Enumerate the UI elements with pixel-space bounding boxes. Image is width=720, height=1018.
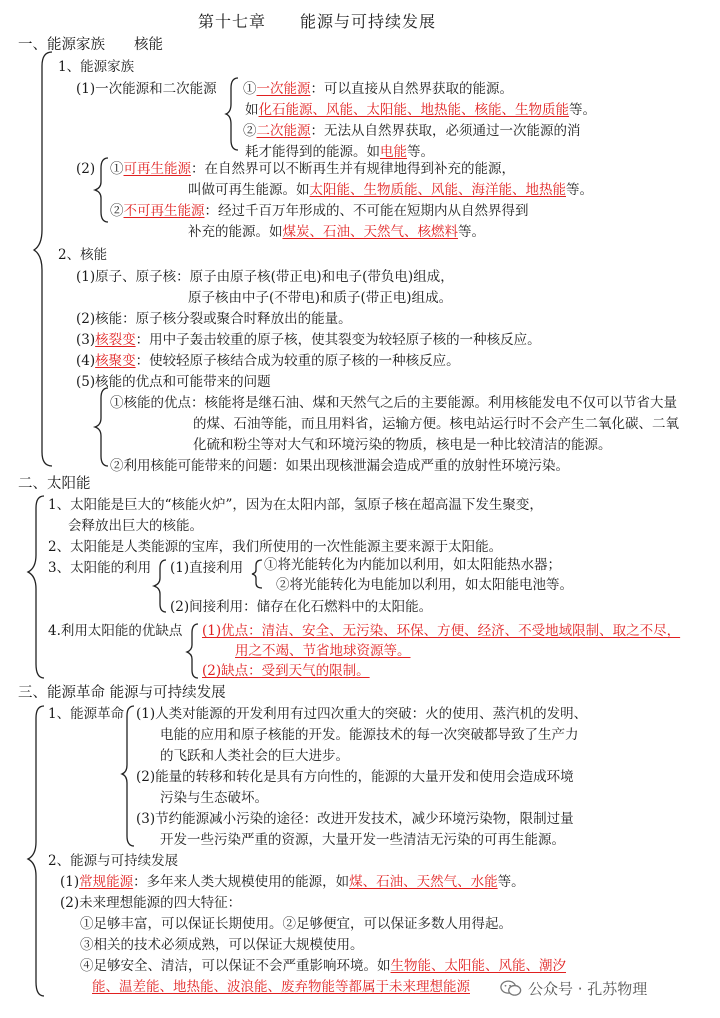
brace-3a: [252, 560, 262, 588]
primary-energy-term: 一次能源: [256, 81, 311, 97]
sub-energy-family: 1、能源家族: [58, 59, 135, 75]
watermark: [500, 978, 647, 999]
renewable-label: (2): [76, 161, 96, 177]
sub-sustainable: 2、能源与可持续发展: [48, 853, 179, 869]
revolution-2b: 污染与生态破坏。: [160, 790, 268, 806]
primary-energy-line: ①一次能源：可以直接从自然界获取的能源。: [243, 81, 513, 97]
solar-item-2: 2、太阳能是人类能源的宝库，我们所使用的一次性能源主要来源于太阳能。: [48, 539, 503, 555]
nuclear-pros-1: ①核能的优点：核能将是继石油、煤和天然气之后的主要能源。利用核能发电不仅可以节省大量: [110, 395, 677, 411]
nonrenewable-line: ②不可再生能源：经过千百万年形成的、不可能在短期内从自然界得到: [110, 203, 529, 219]
ideal-energy-1: ①足够丰富，可以保证长期使用。②足够便宜，可以保证多数人用得起。: [80, 916, 512, 932]
conventional-energy-line: (1)常规能源：多年来人类大规模使用的能源，如煤、石油、天然气、水能等。: [60, 874, 525, 890]
sub-energy-revolution: 1、能源革命: [48, 706, 125, 722]
sub-nuclear: 2、核能: [58, 247, 108, 263]
page-title: 第十七章 能源与可持续发展: [198, 12, 437, 31]
revolution-1b: 电能的应用和原子核能的开发。能源技术的每一次突破都导致了生产力: [160, 727, 579, 743]
secondary-energy-term: 二次能源: [256, 123, 311, 139]
nuclear-pros-cons-heading: (5)核能的优点和可能带来的问题: [76, 374, 271, 390]
section-3-heading: 三、能源革命 能源与可持续发展: [18, 685, 226, 701]
brace-a: [226, 78, 238, 150]
fusion-line: (4)核聚变：使较轻原子核结合成为较重的原子核的一种核反应。: [76, 353, 460, 369]
nuclear-pros-3: 化硫和粉尘等对大气和环境污染的物质，核电是一种比较清洁的能源。: [193, 437, 612, 453]
solar-item-1b: 会释放出巨大的核能。: [68, 518, 203, 534]
nuclear-energy-def: (2)核能：原子核分裂或聚合时释放出的能量。: [76, 311, 352, 327]
brace-b: [95, 158, 108, 222]
nucleus-line: (1)原子、原子核：原子由原子核(带正电)和电子(带负电)组成，: [76, 269, 454, 285]
renewable-examples: 叫做可再生能源。如太阳能、生物质能、风能、海洋能、地热能等。: [188, 182, 593, 198]
solar-direct-electric: ②将光能转化为电能加以利用，如太阳能电池等。: [276, 577, 573, 593]
ideal-energy-2: ③相关的技术必须成熟，可以保证大规模使用。: [80, 937, 364, 953]
fusion-term: 核聚变: [95, 353, 136, 369]
solar-pros: (1)优点：清洁、安全、无污染、环保、方便、经济、不受地域限制、取之不尽，: [202, 623, 681, 639]
brace-r: [122, 706, 134, 846]
conventional-energy-term: 常规能源: [79, 874, 134, 890]
revolution-2: (2)能量的转移和转化是具有方向性的，能源的大量开发和使用会造成环境: [136, 769, 574, 785]
fission-term: 核裂变: [95, 332, 136, 348]
renewable-line: ①可再生能源：在自然界可以不断再生并有规律地得到补充的能源，: [110, 161, 515, 177]
wechat-icon: [500, 980, 522, 997]
brace-s2: [28, 496, 44, 678]
solar-item-4: 4.利用太阳能的优缺点: [48, 623, 183, 639]
nonrenewable-examples: 补充的能源。如煤炭、石油、天然气、核燃料等。: [188, 224, 485, 240]
solar-direct-heat: ①将光能转化为内能加以利用，如太阳能热水器；: [264, 557, 561, 573]
solar-indirect-use: (2)间接利用：储存在化石燃料中的太阳能。: [170, 599, 433, 615]
ideal-energy-heading: (2)未来理想能源的四大特征：: [60, 895, 242, 911]
nonrenewable-term: 不可再生能源: [123, 203, 205, 219]
ideal-energy-3b: 能、温差能、地热能、波浪能、废弃物能等都属于未来理想能源: [92, 979, 470, 995]
brace-s3: [28, 706, 44, 996]
revolution-3b: 开发一些污染严重的资源，大量开发一些清洁无污染的可再生能源。: [160, 832, 565, 848]
revolution-1c: 的飞跃和人类社会的巨大进步。: [160, 748, 349, 764]
fission-line: (3)核裂变：用中子轰击较重的原子核，使其裂变为较轻原子核的一种核反应。: [76, 332, 541, 348]
primary-energy-examples: 如化石能源、风能、太阳能、地热能、核能、生物质能等。: [245, 102, 596, 118]
renewable-term: 可再生能源: [123, 161, 191, 177]
nuclear-cons: ②利用核能可能带来的问题：如果出现核泄漏会造成严重的放射性环境污染。: [110, 458, 569, 474]
solar-direct-use: (1)直接利用: [170, 560, 244, 576]
solar-item-1: 1、太阳能是巨大的“核能火炉”，因为在太阳内部，氢原子核在超高温下发生聚变，: [48, 497, 543, 513]
solar-cons: (2)缺点：受到天气的限制。: [202, 663, 370, 679]
nuclear-pros-2: 的煤、石油等能，而且用料省，运输方便。核电站运行时不会产生二氧化碳、二氧: [193, 416, 679, 432]
section-1-heading: 一、能源家族 核能: [18, 37, 163, 53]
primary-secondary-label: (1)一次能源和二次能源: [76, 81, 217, 97]
section-2-heading: 二、太阳能: [18, 476, 91, 492]
brace-n5: [95, 388, 108, 466]
secondary-energy-line: ②二次能源：无法从自然界获取，必须通过一次能源的消: [243, 123, 581, 139]
brace-s1: [34, 52, 52, 466]
nucleus-line-2: 原子核由中子(不带电)和质子(带正电)组成。: [188, 290, 453, 306]
secondary-energy-examples: 耗才能得到的能源。如电能等。: [245, 144, 434, 160]
brace-4: [187, 624, 198, 678]
solar-pros-2: 用之不竭、节省地球资源等。: [235, 643, 411, 659]
watermark-text: 公众号 · 孔苏物理: [528, 980, 648, 998]
brace-3: [154, 560, 166, 612]
revolution-1: (1)人类对能源的开发利用有过四次重大的突破：火的使用、蒸汽机的发明、: [136, 706, 588, 722]
ideal-energy-3: ④足够安全、清洁，可以保证不会严重影响环境。如生物能、太阳能、风能、潮汐: [80, 958, 566, 974]
solar-item-3: 3、太阳能的利用: [48, 560, 152, 576]
revolution-3: (3)节约能源减小污染的途径：改进开发技术，减少环境污染物，限制过量: [136, 811, 574, 827]
